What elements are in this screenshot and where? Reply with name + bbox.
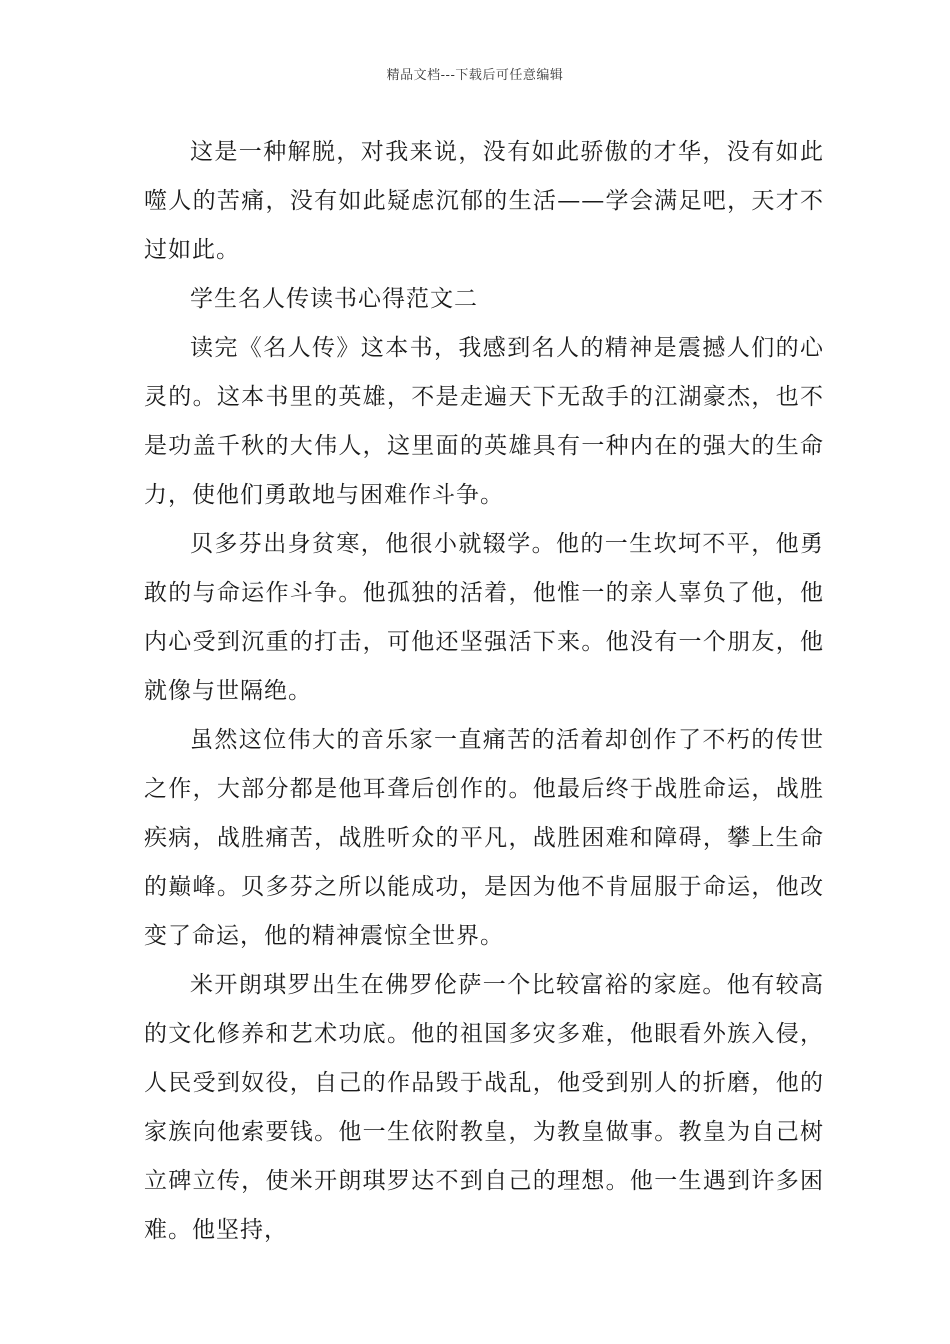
document-body	[144, 128, 824, 1255]
paragraph: 米开朗琪罗出生在佛罗伦萨一个比较富裕的家庭。他有较高的文化修养和艺术功底。他的祖国多灾多难，他眼看外族入侵，人民受到奴役，自己的作品毁于战乱，他受到别人的折磨，他的家族向他索要钱。他一生依附教皇，为教皇做事。教皇为自己树立碑立传，使米开朗琪罗达不到自己的理想。他一生遇到许多困难。他坚持，	[144, 972, 824, 1243]
section-heading: 学生名人传读书心得范文二	[190, 286, 478, 312]
paragraph: 贝多芬出身贫寒，他很小就辍学。他的一生坎坷不平，他勇敢的与命运作斗争。他孤独的活着，他惟一的亲人辜负了他，他内心受到沉重的打击，可他还坚强活下来。他没有一个朋友，他就像与世隔绝。	[144, 531, 824, 704]
paragraph: 这是一种解脱，对我来说，没有如此骄傲的才华，没有如此噬人的苦痛，没有如此疑虑沉郁的生活——学会满足吧，天才不过如此。	[144, 139, 824, 263]
page-header: 精品文档---下载后可任意编辑	[386, 68, 564, 83]
paragraph: 虽然这位伟大的音乐家一直痛苦的活着却创作了不朽的传世之作，大部分都是他耳聋后创作的。他最后终于战胜命运，战胜疾病，战胜痛苦，战胜听众的平凡，战胜困难和障碍，攀上生命的巅峰。贝多芬之所以能成功，是因为他不肯屈服于命运，他改变了命运，他的精神震惊全世界。	[144, 727, 824, 949]
paragraph: 读完《名人传》这本书，我感到名人的精神是震撼人们的心灵的。这本书里的英雄，不是走遍天下无敌手的江湖豪杰，也不是功盖千秋的大伟人，这里面的英雄具有一种内在的强大的生命力，使他们勇敢地与困难作斗争。	[144, 335, 824, 508]
